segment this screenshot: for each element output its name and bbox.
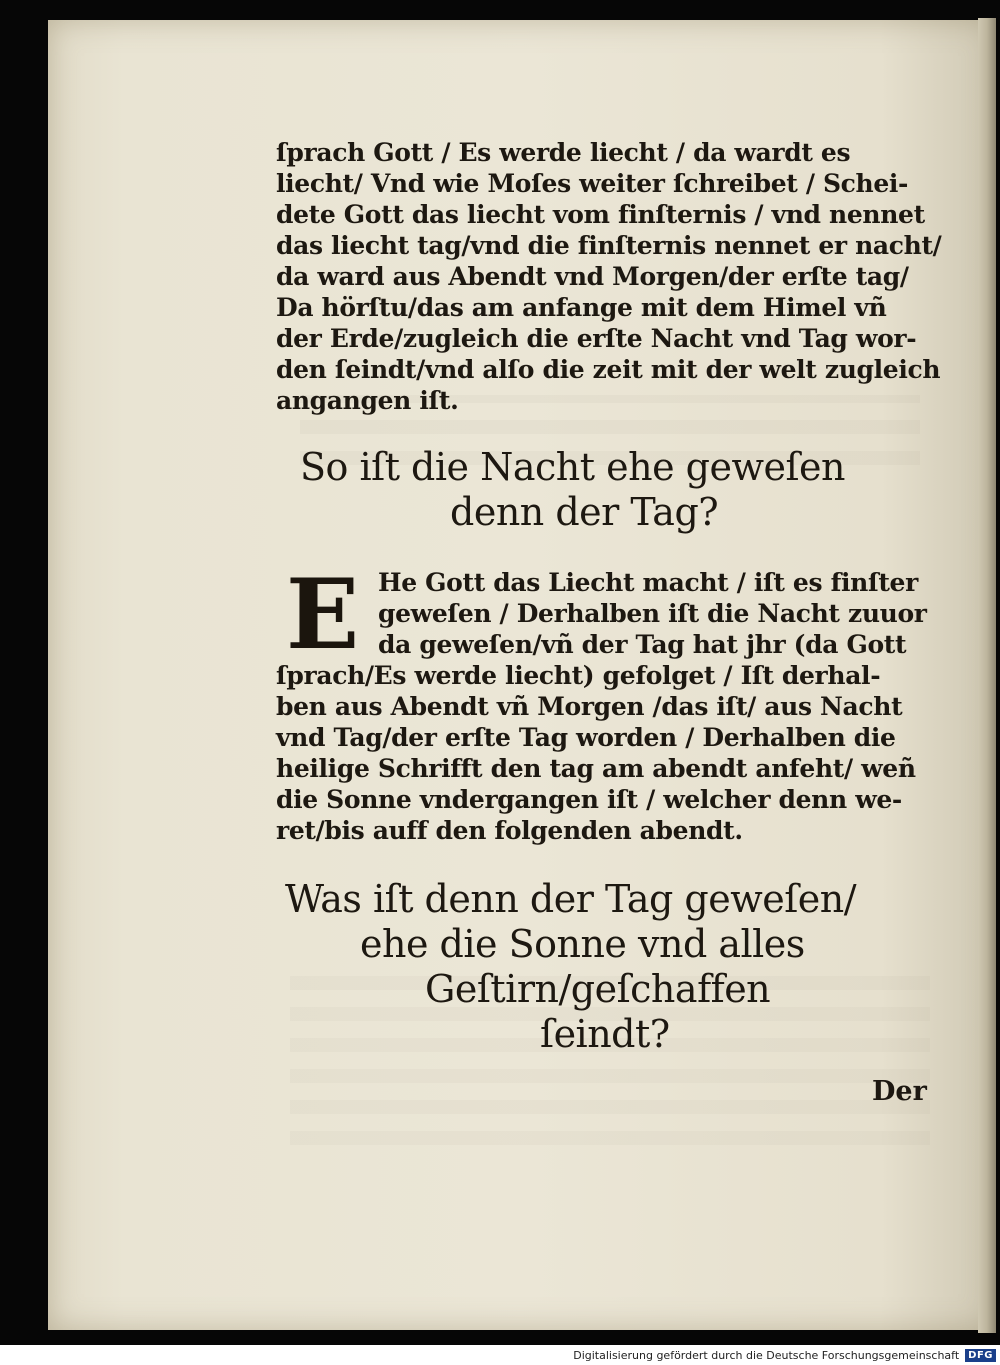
text-line: Da hörſtu/das am anfange mit dem Himel vñ <box>276 293 887 322</box>
text-line: da geweſen/vñ der Tag hat jhr (da Gott <box>378 630 907 659</box>
text-line: heilige Schrifft den tag am abendt anfeht/ weñ <box>276 754 916 783</box>
text-line: He Gott das Liecht macht / iſt es finſter <box>378 568 918 597</box>
text-line: da ward aus Abendt vnd Morgen/der erſte tag/ <box>276 262 909 291</box>
paragraph-1 <box>276 137 942 416</box>
heading-line: ſeindt? <box>540 1012 670 1056</box>
dfg-logo: DFG <box>965 1349 996 1362</box>
section-heading-2 <box>285 877 935 1057</box>
paragraph-2 <box>276 558 936 846</box>
text-line: ret/bis auff den folgenden abendt. <box>276 816 743 845</box>
text-line: der Erde/zugleich die erſte Nacht vnd Tag wor- <box>276 324 917 353</box>
text-line: geweſen / Derhalben iſt die Nacht zuuor <box>378 599 927 628</box>
heading-line: Was iſt denn der Tag geweſen/ <box>285 877 857 921</box>
page-edge <box>978 18 996 1333</box>
text-line: das liecht tag/vnd die finſternis nennet er nacht/ <box>276 231 942 260</box>
heading-line: ehe die Sonne vnd alles <box>360 922 805 966</box>
funding-credit: Digitalisierung gefördert durch die Deutsche Forschungsgemeinschaft <box>573 1348 960 1362</box>
footer-bar <box>0 1345 1000 1365</box>
section-heading-1 <box>300 445 900 535</box>
text-line: angangen iſt. <box>276 386 459 415</box>
text-line: ſprach/Es werde liecht) gefolget / Iſt derhal- <box>276 661 881 690</box>
drop-cap: E <box>286 558 360 671</box>
catchword: Der <box>872 1076 927 1107</box>
heading-line: So iſt die Nacht ehe geweſen <box>300 445 845 489</box>
heading-line: Geſtirn/geſchaffen <box>425 967 771 1011</box>
text-line: ben aus Abendt vñ Morgen /das iſt/ aus Nacht <box>276 692 903 721</box>
text-line: die Sonne vndergangen iſt / welcher denn we- <box>276 785 902 814</box>
text-line: den ſeindt/vnd alſo die zeit mit der welt zugleich <box>276 355 941 384</box>
heading-line: denn der Tag? <box>450 490 719 534</box>
text-line: liecht/ Vnd wie Moſes weiter ſchreibet / Schei- <box>276 169 909 198</box>
text-line: vnd Tag/der erſte Tag worden / Derhalben die <box>276 723 896 752</box>
text-line: dete Gott das liecht vom finſternis / vnd nennet <box>276 200 925 229</box>
text-line: ſprach Gott / Es werde liecht / da wardt es <box>276 138 851 167</box>
